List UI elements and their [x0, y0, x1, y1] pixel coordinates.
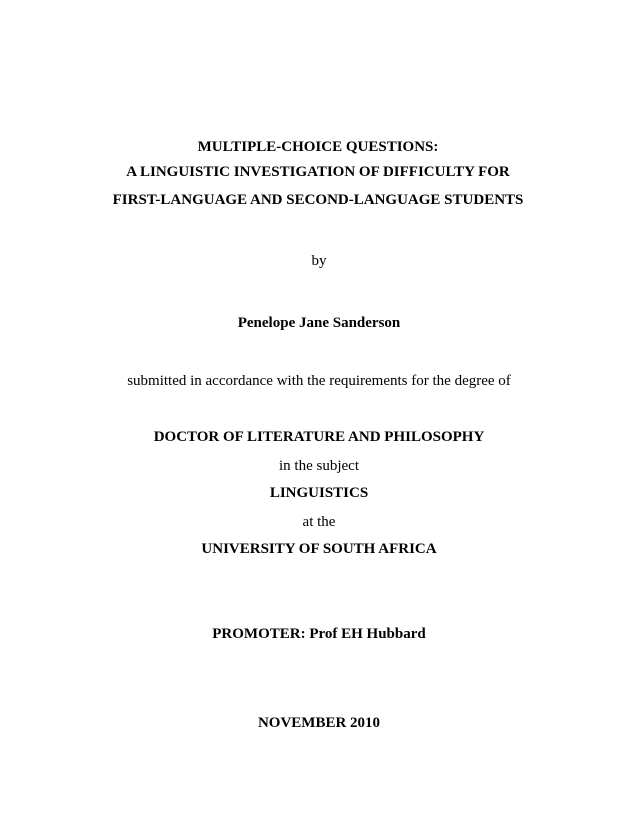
submission-statement: submitted in accordance with the requirements for the degree of [127, 373, 511, 389]
thesis-title-line-2: A LINGUISTIC INVESTIGATION OF DIFFICULTY FOR [126, 164, 510, 180]
subject-name: LINGUISTICS [269, 485, 369, 501]
subject-prefix: in the subject [279, 458, 359, 474]
author-name: Penelope Jane Sanderson [237, 315, 401, 331]
thesis-title-line-3: FIRST-LANGUAGE AND SECOND-LANGUAGE STUDENTS [112, 192, 524, 208]
institution-prefix: at the [302, 514, 336, 530]
by-text: by [311, 253, 327, 269]
degree-name: DOCTOR OF LITERATURE AND PHILOSOPHY [153, 429, 485, 445]
promoter-line: PROMOTER: Prof EH Hubbard [212, 626, 426, 642]
submission-date: NOVEMBER 2010 [257, 715, 381, 731]
institution-name: UNIVERSITY OF SOUTH AFRICA [201, 541, 437, 557]
thesis-title-line-1: MULTIPLE-CHOICE QUESTIONS: [197, 139, 439, 155]
